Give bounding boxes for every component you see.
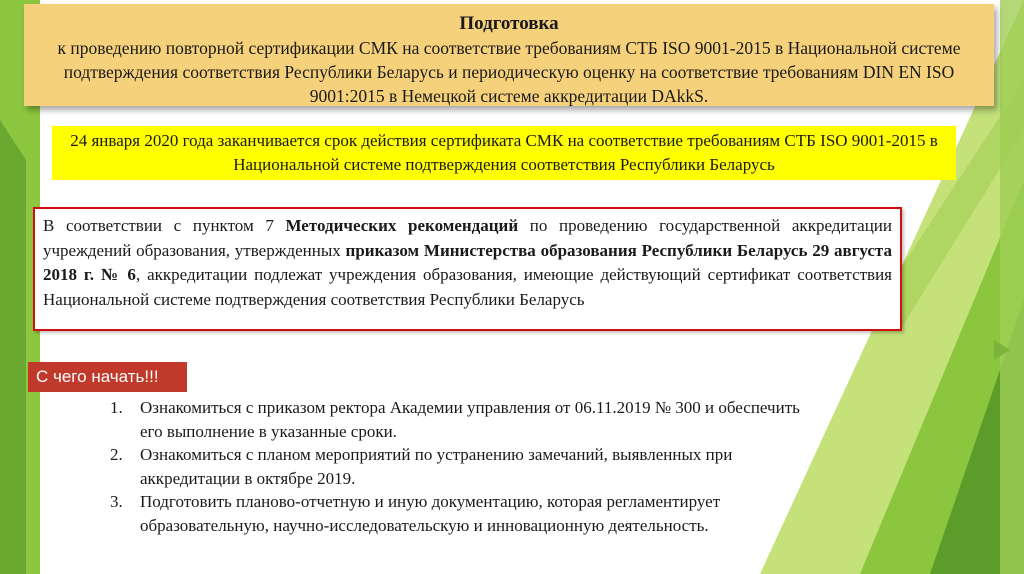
left-green-shade xyxy=(0,120,26,574)
header-banner xyxy=(24,4,994,106)
recommendation-text-1: В соответствии с пунктом 7 xyxy=(43,216,286,235)
list-item-text: Подготовить планово-отчетную и иную документацию, которая регламентирует образовательную, научно-исследовательскую и инновационную деятельность. xyxy=(140,492,721,535)
recommendation-bold-1: Методических рекомендаций xyxy=(285,216,519,235)
deadline-notice: 24 января 2020 года заканчивается срок действия сертификата СМК на соответствие требованиям СТБ ISO 9001-2015 в Национальной системе подтверждения соответствия Республики Беларусь xyxy=(52,126,956,180)
steps-list xyxy=(106,396,826,537)
start-button[interactable]: С чего начать!!! xyxy=(28,362,187,392)
page-title: Подготовка xyxy=(459,13,559,34)
recommendation-bold-2: приказом Министерства образования Республики Беларусь 29 августа 2018 г. № 6 xyxy=(43,240,892,284)
recommendation-text-3: , аккредитации подлежат учреждения образования, имеющие действующий сертификат соответствия Национальной системе подтверждения соответствия Республики Беларусь xyxy=(43,265,892,309)
recommendation-box xyxy=(33,207,902,331)
list-item xyxy=(106,490,826,537)
recommendation-text-2: по проведению государственной аккредитации учреждений образования, утвержденных xyxy=(43,216,892,260)
list-item-number: 1. xyxy=(110,398,123,417)
list-item-number: 2. xyxy=(110,445,123,464)
list-item-text: Ознакомиться с приказом ректора Академии управления от 06.11.2019 № 300 и обеспечить его выполнение в указанные сроки. xyxy=(140,398,800,441)
list-item-text: Ознакомиться с планом мероприятий по устранению замечаний, выявленных при аккредитации в октябре 2019. xyxy=(140,445,733,488)
right-edge-strip xyxy=(1000,0,1024,574)
list-item xyxy=(106,396,826,443)
list-item-number: 3. xyxy=(110,492,123,511)
header-subtitle: к проведению повторной сертификации СМК на соответствие требованиям СТБ ISO 9001-2015 в Национальной системе подтверждения соответствия Республики Беларусь и периодическую оценку на соответствие требованиям DIN EN ISO 9001:2015 в Немецкой системе аккредитации DAkkS. xyxy=(57,38,961,106)
list-item xyxy=(106,443,826,490)
